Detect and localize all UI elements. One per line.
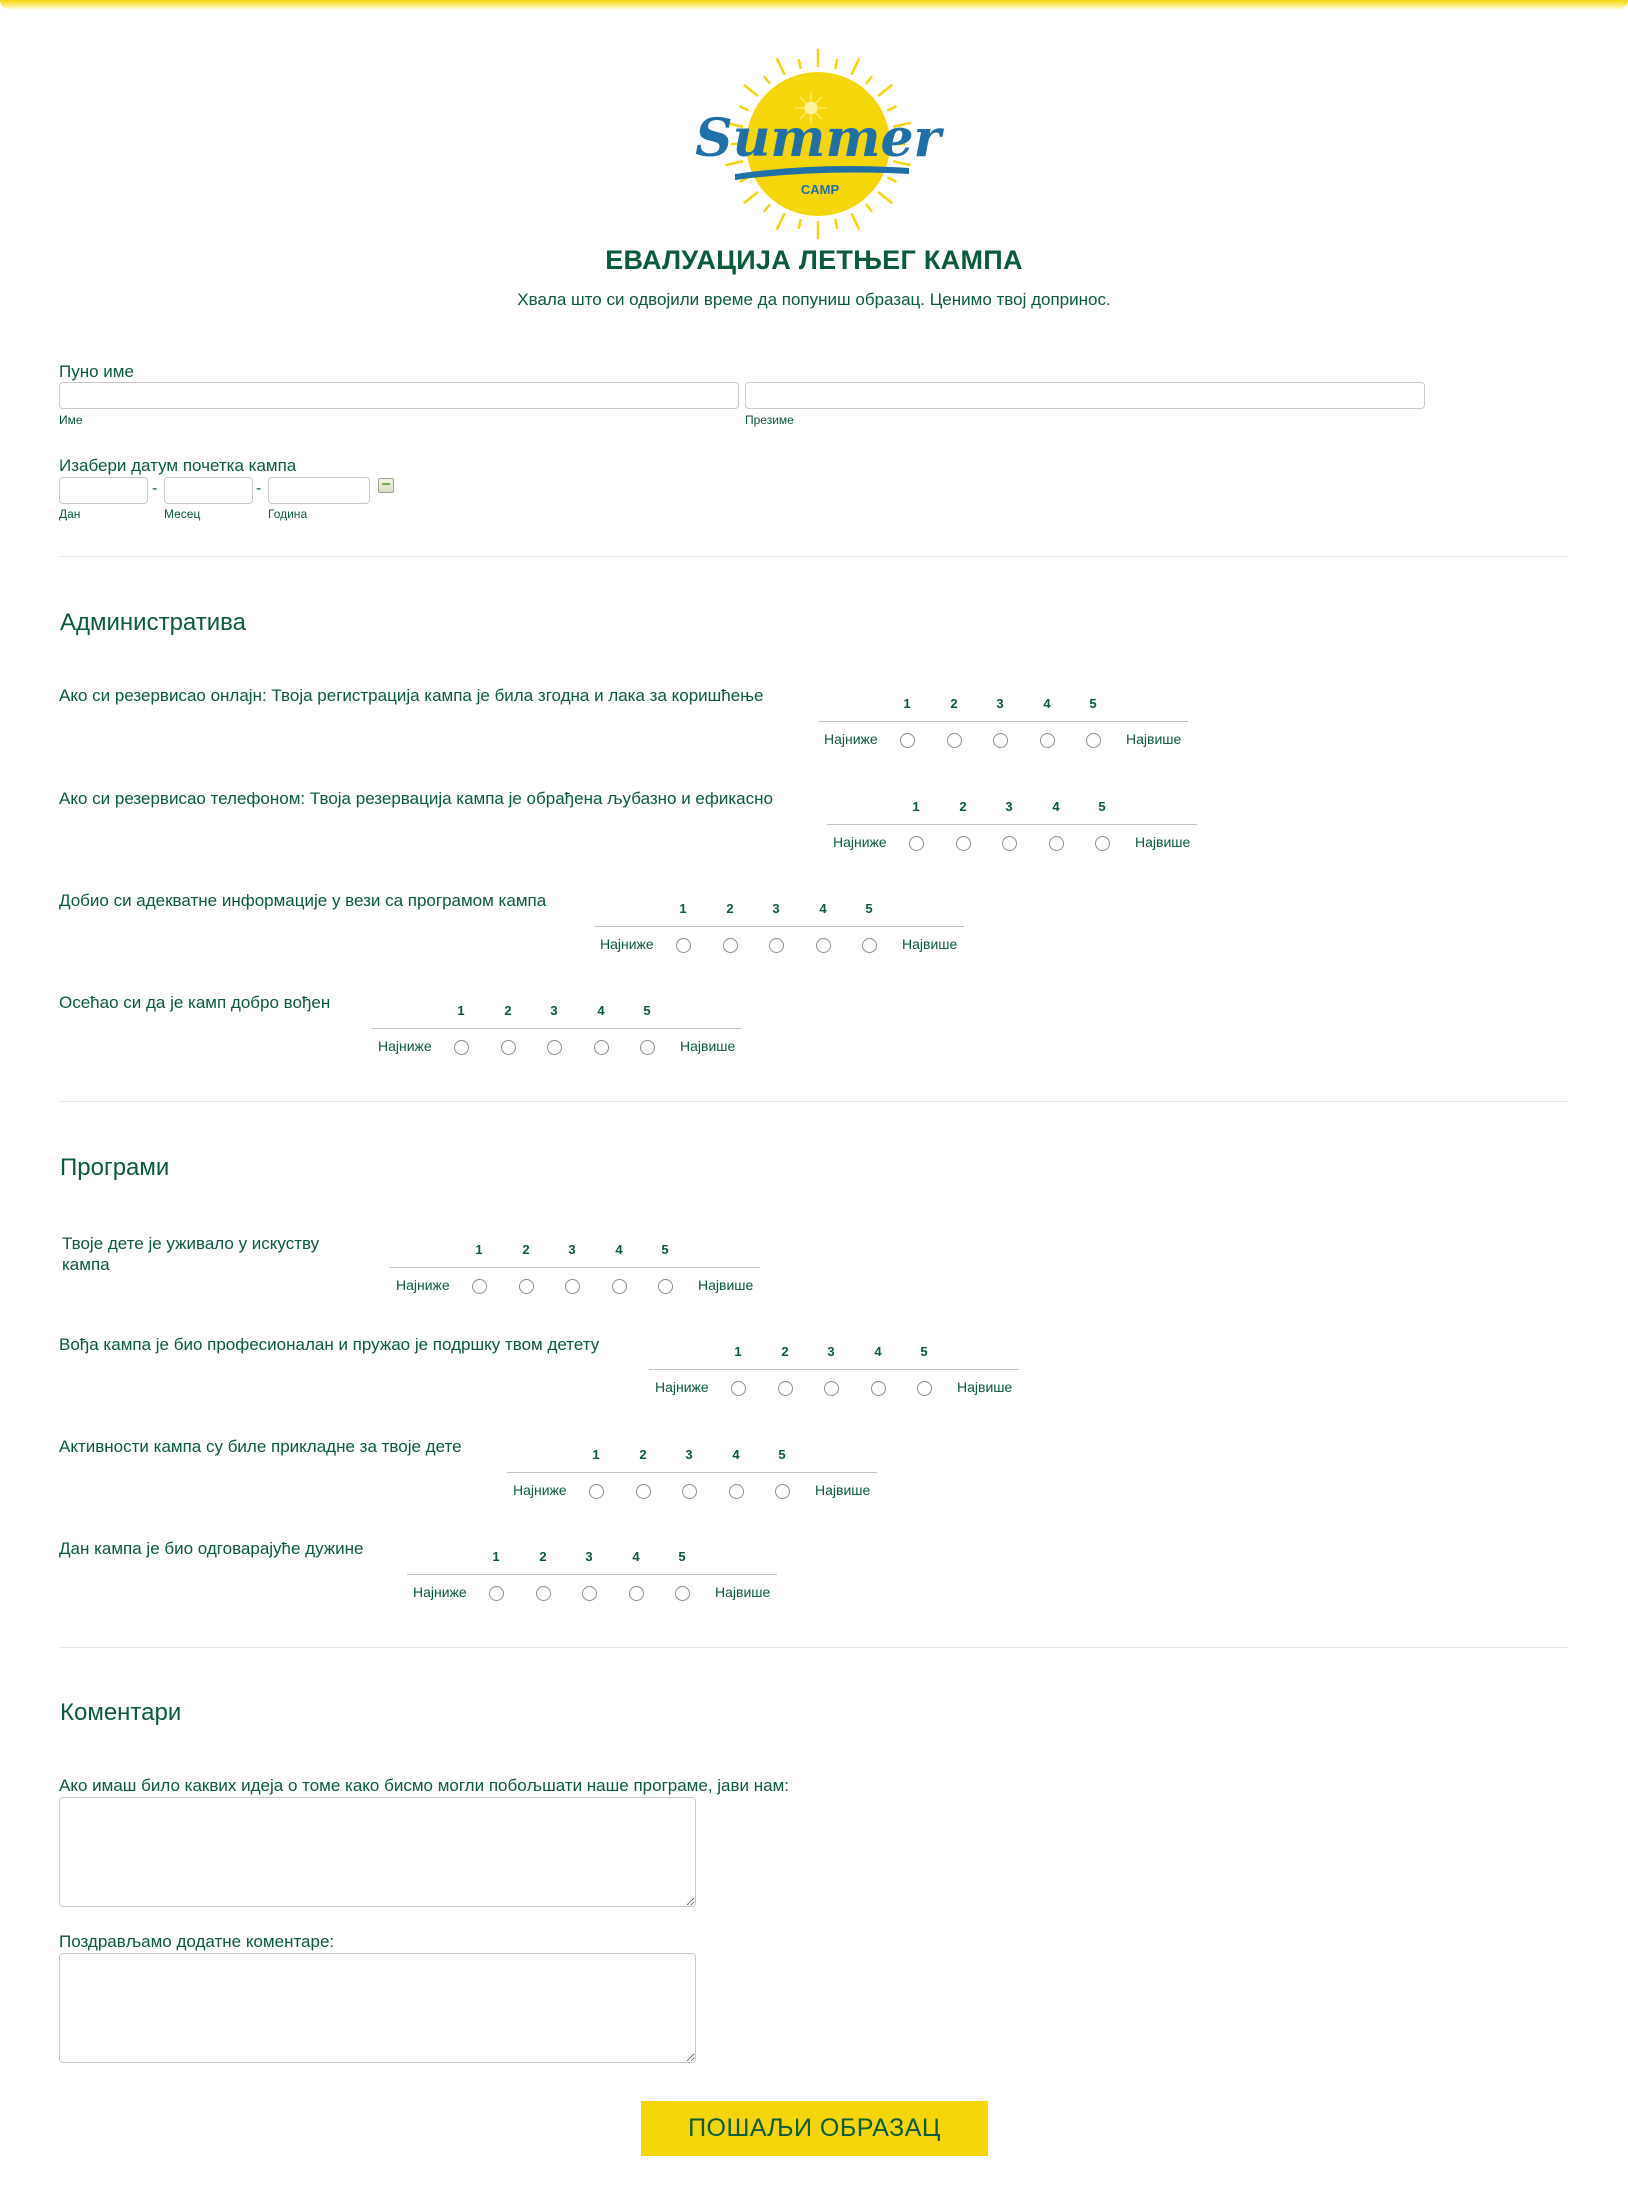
full-name-label: Пуно име xyxy=(59,362,134,381)
scale-number: 3 xyxy=(585,1549,593,1564)
rating-radio-5[interactable] xyxy=(1086,733,1101,748)
divider xyxy=(59,556,1569,557)
rating-radio-5[interactable] xyxy=(640,1040,655,1055)
scale-number: 2 xyxy=(504,1003,512,1018)
rating-radio-4[interactable] xyxy=(871,1381,886,1396)
page-title: ЕВАЛУАЦИЈА ЛЕТЊЕГ КАМПА xyxy=(605,245,1023,275)
scale-number: 3 xyxy=(772,901,780,916)
rating-radio-3[interactable] xyxy=(582,1586,597,1601)
comments-question-1: Ако имаш било каквих идеја о томе како бисмо могли побољшати наше програме, јави нам: xyxy=(59,1776,790,1795)
rating-radio-2[interactable] xyxy=(519,1279,534,1294)
scale-divider xyxy=(407,1574,777,1575)
scale-low-label: Најниже xyxy=(378,1038,432,1054)
scale-low-label: Најниже xyxy=(513,1482,567,1498)
rating-radio-4[interactable] xyxy=(629,1586,644,1601)
scale-number: 3 xyxy=(685,1447,693,1462)
scale-divider xyxy=(649,1369,1019,1370)
scale-low-label: Најниже xyxy=(824,731,878,747)
scale-number: 5 xyxy=(1098,799,1106,814)
question-admin-2: Ако си резервисао телефоном: Твоја резервација кампа је обрађена љубазно и ефикасно xyxy=(59,789,773,808)
scale-number: 2 xyxy=(639,1447,647,1462)
scale-number: 4 xyxy=(1043,696,1051,711)
scale-high-label: Највише xyxy=(815,1482,871,1498)
scale-number: 1 xyxy=(679,901,687,916)
divider xyxy=(59,1647,1569,1648)
date-separator: - xyxy=(152,480,158,497)
scale-number: 1 xyxy=(903,696,911,711)
first-name-input[interactable] xyxy=(59,382,739,409)
rating-radio-1[interactable] xyxy=(900,733,915,748)
scale-divider xyxy=(507,1472,877,1473)
year-input[interactable] xyxy=(268,477,370,504)
svg-text:CAMP: CAMP xyxy=(800,182,840,197)
year-sublabel: Година xyxy=(268,507,308,521)
last-name-input[interactable] xyxy=(745,382,1425,409)
rating-radio-2[interactable] xyxy=(778,1381,793,1396)
rating-radio-2[interactable] xyxy=(956,836,971,851)
question-admin-4: Осећао си да је камп добро вођен xyxy=(59,993,331,1012)
scale-number: 1 xyxy=(734,1344,742,1359)
scale-high-label: Највише xyxy=(957,1379,1013,1395)
date-label: Изабери датум почетка кампа xyxy=(59,456,297,475)
rating-radio-5[interactable] xyxy=(1095,836,1110,851)
rating-radio-4[interactable] xyxy=(816,938,831,953)
rating-radio-1[interactable] xyxy=(489,1586,504,1601)
rating-radio-5[interactable] xyxy=(675,1586,690,1601)
rating-radio-3[interactable] xyxy=(1002,836,1017,851)
page-subtitle: Хвала што си одвојили време да попуниш образац. Ценимо твој допринос. xyxy=(517,290,1111,309)
scale-number: 1 xyxy=(457,1003,465,1018)
calendar-icon[interactable] xyxy=(378,478,394,493)
scale-low-label: Најниже xyxy=(833,834,887,850)
rating-radio-3[interactable] xyxy=(993,733,1008,748)
scale-high-label: Највише xyxy=(715,1584,771,1600)
section-title-comments: Коментари xyxy=(60,1699,182,1726)
top-accent-bar xyxy=(0,0,1628,10)
rating-scale-admin-2[interactable] xyxy=(827,799,1197,859)
rating-scale-admin-3[interactable] xyxy=(594,901,964,961)
scale-high-label: Највише xyxy=(1126,731,1182,747)
month-input[interactable] xyxy=(164,477,253,504)
scale-number: 5 xyxy=(643,1003,651,1018)
rating-radio-5[interactable] xyxy=(658,1279,673,1294)
rating-radio-3[interactable] xyxy=(769,938,784,953)
scale-number: 5 xyxy=(778,1447,786,1462)
scale-number: 2 xyxy=(522,1242,530,1257)
scale-number: 4 xyxy=(597,1003,605,1018)
rating-radio-4[interactable] xyxy=(1040,733,1055,748)
rating-radio-1[interactable] xyxy=(472,1279,487,1294)
question-programs-4: Дан кампа је био одговарајуће дужине xyxy=(59,1539,364,1558)
scale-number: 5 xyxy=(920,1344,928,1359)
scale-number: 2 xyxy=(726,901,734,916)
scale-high-label: Највише xyxy=(902,936,958,952)
scale-divider xyxy=(390,1267,760,1268)
day-input[interactable] xyxy=(59,477,148,504)
rating-radio-5[interactable] xyxy=(862,938,877,953)
additional-comments-textarea[interactable] xyxy=(59,1953,696,2063)
scale-number: 1 xyxy=(492,1549,500,1564)
question-programs-3: Активности кампа су биле прикладне за твоје дете xyxy=(59,1437,462,1456)
rating-radio-1[interactable] xyxy=(909,836,924,851)
month-sublabel: Месец xyxy=(164,507,201,521)
scale-divider xyxy=(818,721,1188,722)
rating-radio-1[interactable] xyxy=(731,1381,746,1396)
rating-scale-programs-2[interactable] xyxy=(649,1344,1019,1404)
scale-low-label: Најниже xyxy=(655,1379,709,1395)
scale-number: 3 xyxy=(550,1003,558,1018)
scale-number: 1 xyxy=(475,1242,483,1257)
scale-high-label: Највише xyxy=(1135,834,1191,850)
scale-number: 4 xyxy=(615,1242,623,1257)
rating-radio-5[interactable] xyxy=(917,1381,932,1396)
question-programs-2: Вођа кампа је био професионалан и пружао је подршку твом детету xyxy=(59,1335,600,1354)
scale-divider xyxy=(594,926,964,927)
rating-radio-4[interactable] xyxy=(594,1040,609,1055)
question-programs-1: Твоје дете је уживало у искуству кампа xyxy=(62,1234,320,1274)
rating-radio-3[interactable] xyxy=(547,1040,562,1055)
rating-scale-programs-3[interactable] xyxy=(507,1447,877,1507)
rating-radio-2[interactable] xyxy=(536,1586,551,1601)
scale-number: 5 xyxy=(678,1549,686,1564)
submit-button[interactable]: ПОШАЉИ ОБРАЗАЦ xyxy=(641,2101,988,2156)
scale-number: 3 xyxy=(827,1344,835,1359)
scale-number: 4 xyxy=(1052,799,1060,814)
rating-radio-1[interactable] xyxy=(454,1040,469,1055)
scale-number: 5 xyxy=(865,901,873,916)
rating-radio-4[interactable] xyxy=(1049,836,1064,851)
rating-radio-4[interactable] xyxy=(612,1279,627,1294)
rating-radio-3[interactable] xyxy=(682,1484,697,1499)
summer-camp-logo xyxy=(695,44,941,244)
question-admin-1: Ако си резервисао онлајн: Твоја регистрација кампа је била згодна и лака за коришћење xyxy=(59,686,764,705)
rating-scale-admin-1[interactable] xyxy=(818,696,1188,756)
scale-number: 5 xyxy=(1089,696,1097,711)
scale-number: 2 xyxy=(539,1549,547,1564)
rating-radio-2[interactable] xyxy=(636,1484,651,1499)
scale-number: 4 xyxy=(732,1447,740,1462)
rating-radio-5[interactable] xyxy=(775,1484,790,1499)
scale-low-label: Најниже xyxy=(396,1277,450,1293)
scale-number: 2 xyxy=(950,696,958,711)
scale-high-label: Највише xyxy=(698,1277,754,1293)
rating-radio-3[interactable] xyxy=(824,1381,839,1396)
divider xyxy=(59,1101,1569,1102)
rating-radio-1[interactable] xyxy=(676,938,691,953)
date-separator: - xyxy=(256,480,262,497)
section-title-administration: Административа xyxy=(60,609,246,636)
rating-scale-admin-4[interactable] xyxy=(372,1003,742,1063)
scale-divider xyxy=(372,1028,742,1029)
rating-radio-2[interactable] xyxy=(501,1040,516,1055)
scale-number: 2 xyxy=(781,1344,789,1359)
scale-number: 2 xyxy=(959,799,967,814)
question-admin-3: Добио си адекватне информације у вези са програмом кампа xyxy=(59,891,547,910)
day-sublabel: Дан xyxy=(59,507,81,521)
scale-number: 3 xyxy=(996,696,1004,711)
svg-text:Summer: Summer xyxy=(695,108,941,169)
section-title-programs: Програми xyxy=(60,1154,170,1181)
rating-radio-2[interactable] xyxy=(723,938,738,953)
scale-number: 4 xyxy=(632,1549,640,1564)
scale-divider xyxy=(827,824,1197,825)
scale-number: 3 xyxy=(568,1242,576,1257)
scale-low-label: Најниже xyxy=(600,936,654,952)
scale-high-label: Највише xyxy=(680,1038,736,1054)
rating-radio-1[interactable] xyxy=(589,1484,604,1499)
scale-number: 3 xyxy=(1005,799,1013,814)
scale-number: 1 xyxy=(912,799,920,814)
first-name-sublabel: Име xyxy=(59,413,83,427)
scale-number: 4 xyxy=(819,901,827,916)
rating-scale-programs-4[interactable] xyxy=(407,1549,777,1609)
rating-scale-programs-1[interactable] xyxy=(390,1242,760,1302)
scale-low-label: Најниже xyxy=(413,1584,467,1600)
scale-number: 4 xyxy=(874,1344,882,1359)
rating-radio-4[interactable] xyxy=(729,1484,744,1499)
comments-question-2: Поздрављамо додатне коментаре: xyxy=(59,1932,335,1951)
rating-radio-3[interactable] xyxy=(565,1279,580,1294)
rating-radio-2[interactable] xyxy=(947,733,962,748)
scale-number: 1 xyxy=(592,1447,600,1462)
last-name-sublabel: Презиме xyxy=(745,413,794,427)
ideas-textarea[interactable] xyxy=(59,1797,696,1907)
scale-number: 5 xyxy=(661,1242,669,1257)
